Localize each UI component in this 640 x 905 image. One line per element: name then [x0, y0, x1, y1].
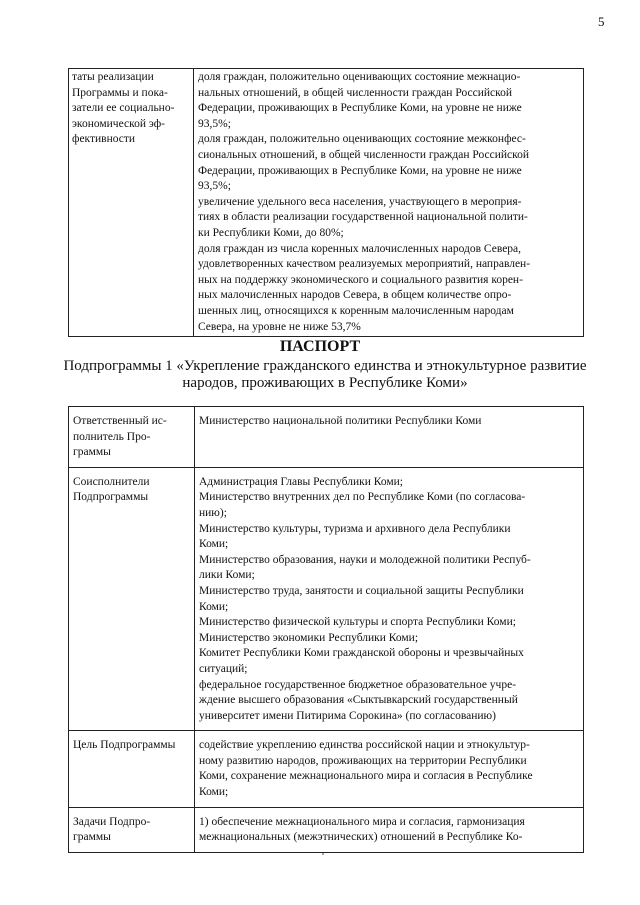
text-line: ситуаций; [199, 662, 248, 675]
tasks-label-cell [69, 807, 195, 852]
text-line: Федерации, проживающих в Республике Коми, на уровне не ниже [198, 102, 522, 115]
tasks-content-cell [195, 807, 584, 852]
text-line: доля граждан, положительно оценивающих состояние межнацио- [198, 71, 521, 83]
text-line: Коми; [199, 600, 229, 613]
text-line: Министерство национальной политики Республики Коми [199, 415, 482, 427]
table-row [69, 731, 584, 807]
text-line: Севера, на уровне не ниже 53,7% [198, 320, 361, 333]
results-content-cell [194, 69, 584, 337]
text-line: Комитет Республики Коми гражданской обороны и чрезвычайных [199, 647, 524, 660]
text-line: 1) обеспечение межнационального мира и согласия, гармонизация [199, 815, 525, 828]
label-line: Цель Подпрограммы [73, 739, 176, 752]
text-line: университет имени Питирима Сорокина» (по согласованию) [199, 709, 496, 722]
text-line: увеличение удельного веса населения, участвующего в мероприя- [198, 195, 522, 208]
label-line: Задачи Подпро- [73, 815, 151, 828]
table-row [69, 807, 584, 852]
text-line: тиях в области реализации государственной национальной полити- [198, 211, 528, 224]
text-line: ных на поддержку экономического и социального развития корен- [198, 273, 523, 286]
text-line: содействие укреплению единства российской нации и этнокультур- [199, 739, 530, 752]
text-line: шенных лиц, относящихся к коренным малочисленным народам [198, 304, 514, 317]
page-number: 5 [598, 14, 605, 29]
text-line: ждение высшего образования «Сыктывкарский государственный [199, 694, 518, 707]
label-line: Подпрограммы [73, 491, 149, 504]
goal-label-cell [69, 731, 195, 807]
text-line: Федерации, проживающих в Республике Коми, на уровне не ниже [198, 164, 522, 177]
label-line: Программы и пока- [72, 86, 168, 99]
label-line: граммы [73, 831, 111, 844]
coexecutors-content-cell [195, 467, 584, 731]
text-line: удовлетворенных качеством реализуемых мероприятий, направлен- [198, 258, 531, 271]
text-line: Коми, сохранение межнационального мира и согласия в Республике [199, 770, 533, 783]
text-line: Администрация Главы Республики Коми; [199, 475, 403, 488]
text-line: доля граждан, положительно оценивающих состояние межконфес- [198, 133, 526, 146]
label-line: экономической эф- [72, 117, 166, 130]
text-line: сиональных отношений, в общей численности граждан Российской [198, 148, 530, 161]
table-row [69, 407, 584, 468]
goal-content-cell [195, 731, 584, 807]
label-line: фективности [72, 133, 136, 146]
text-line: ных малочисленных народов Севера, в общем количестве опро- [198, 289, 512, 302]
text-line: межнациональных (межэтнических) отношений в Республике Ко- [199, 831, 523, 844]
label-line: граммы [73, 446, 111, 459]
table-row [69, 69, 584, 337]
label-line: затели ее социально- [72, 102, 175, 115]
text-line: ки Республики Коми, до 80%; [198, 226, 344, 239]
responsible-label-cell [69, 407, 195, 468]
table-row [69, 467, 584, 731]
coexecutors-label-cell [69, 467, 195, 731]
text-line: нию); [199, 506, 227, 519]
results-table [68, 68, 584, 337]
label-line: Ответственный ис- [73, 415, 167, 427]
text-line: Министерство экономики Республики Коми; [199, 631, 419, 644]
text-line: лики Коми; [199, 569, 255, 582]
text-line: Министерство образования, науки и молодежной политики Респуб- [199, 553, 531, 566]
text-line: нальных отношений, в общей численности граждан Российской [198, 86, 513, 99]
scan-speck [322, 853, 324, 855]
label-line: полнитель Про- [73, 430, 151, 443]
text-line: 93,5%; [198, 117, 231, 130]
passport-subtitle: Подпрограммы 1 «Укрепление гражданского единства и этнокультурное развитие народов, проживающих в Республике Коми» [63, 358, 587, 391]
text-line: доля граждан из числа коренных малочисленных народов Севера, [198, 242, 522, 255]
passport-title: ПАСПОРТ [279, 338, 361, 355]
passport-table [68, 406, 584, 853]
label-line: таты реализации [72, 71, 154, 83]
text-line: 93,5%; [198, 180, 231, 193]
text-line: Министерство физической культуры и спорта Республики Коми; [199, 616, 516, 629]
text-line: федеральное государственное бюджетное образовательное учре- [199, 678, 517, 691]
text-line: Коми; [199, 786, 229, 799]
text-line: Министерство внутренних дел по Республике Коми (по согласова- [199, 491, 526, 504]
label-line: Соисполнители [73, 475, 150, 488]
results-label-cell [69, 69, 194, 337]
text-line: Министерство труда, занятости и социальной защиты Республики [199, 584, 524, 597]
text-line: Коми; [199, 538, 229, 551]
text-line: ному развитию народов, проживающих на территории Республики [199, 754, 527, 767]
text-line: Министерство культуры, туризма и архивного дела Республики [199, 522, 511, 535]
responsible-content-cell [195, 407, 584, 468]
